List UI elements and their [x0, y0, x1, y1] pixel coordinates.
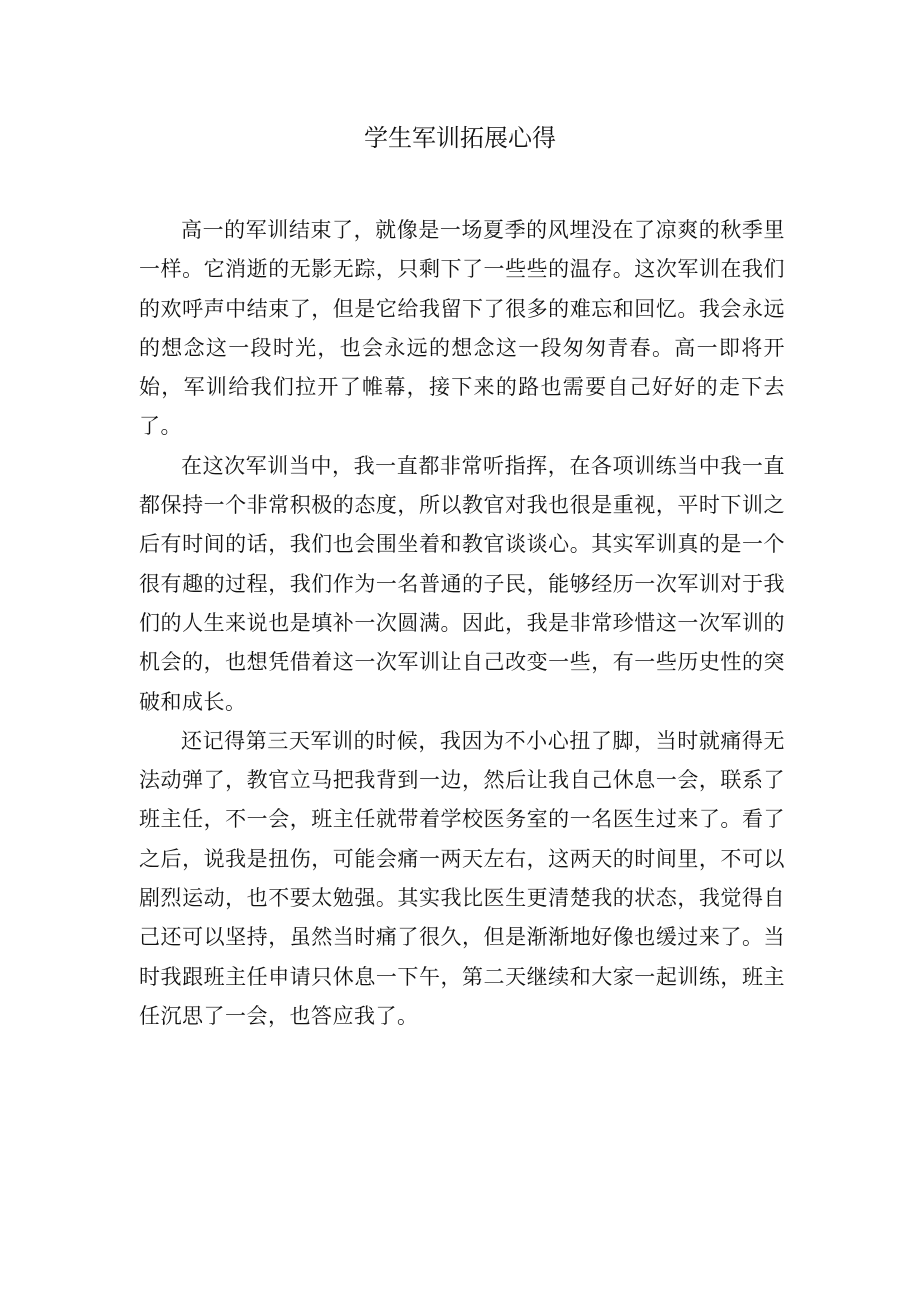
document-body: [139, 211, 785, 1036]
paragraph-3: 还记得第三天军训的时候，我因为不小心扭了脚，当时就痛得无法动弹了，教官立马把我背到一边，然后让我自己休息一会，联系了班主任，不一会，班主任就带着学校医务室的一名医生过来了。看了之后，说我是扭伤，可能会痛一两天左右，这两天的时间里，不可以剧烈运动，也不要太勉强。其实我比医生更清楚我的状态，我觉得自己还可以坚持，虽然当时痛了很久，但是渐渐地好像也缓过来了。当时我跟班主任申请只休息一下午，第二天继续和大家一起训练，班主任沉思了一会，也答应我了。: [139, 728, 785, 1028]
paragraph-2: 在这次军训当中，我一直都非常听指挥，在各项训练当中我一直都保持一个非常积极的态度，所以教官对我也很是重视，平时下训之后有时间的话，我们也会围坐着和教官谈谈心。其实军训真的是一个很有趣的过程，我们作为一名普通的子民，能够经历一次军训对于我们的人生来说也是填补一次圆满。因此，我是非常珍惜这一次军训的机会的，也想凭借着这一次军训让自己改变一些，有一些历史性的突破和成长。: [139, 453, 785, 714]
paragraph-1: 高一的军训结束了，就像是一场夏季的风埋没在了凉爽的秋季里一样。它消逝的无影无踪，只剩下了一些些的温存。这次军训在我们的欢呼声中结束了，但是它给我留下了很多的难忘和回忆。我会永远的想念这一段时光，也会永远的想念这一段匆匆青春。高一即将开始，军训给我们拉开了帷幕，接下来的路也需要自己好好的走下去了。: [139, 218, 785, 439]
document-title: 学生军训拓展心得: [364, 124, 556, 152]
